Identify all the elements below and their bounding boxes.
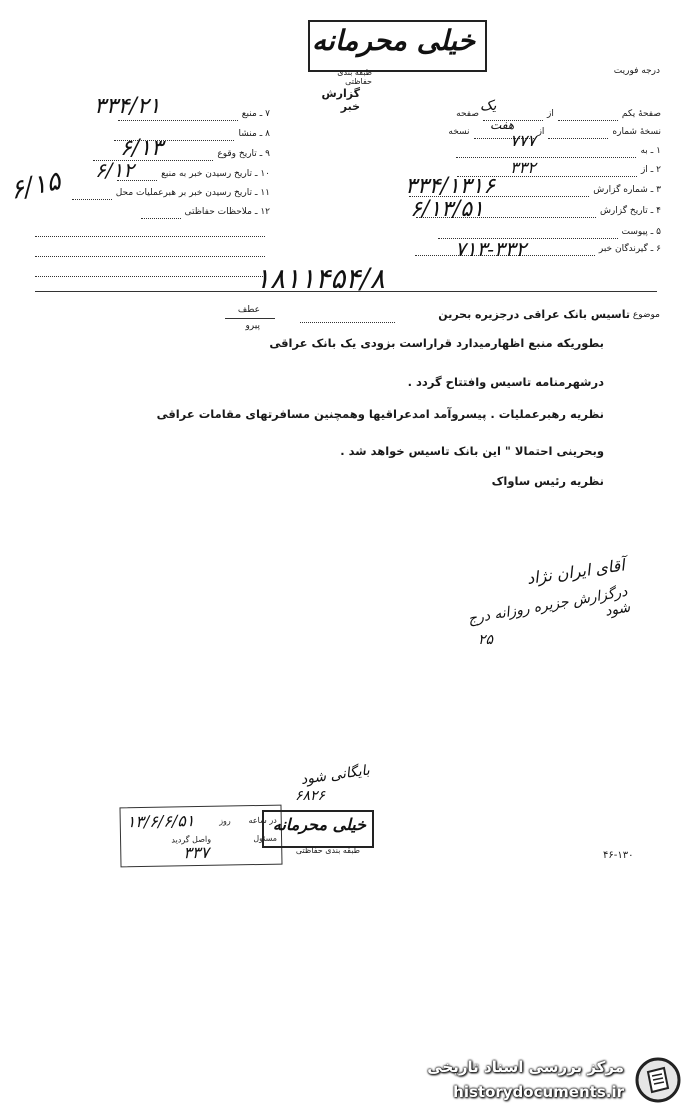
received-stamp-number: ۳۳۷ [183, 842, 210, 863]
right-field-dotline [548, 138, 608, 139]
body-line-1: بطوریکه منبع اظهارمیدارد قراراست بزودی یک بانک عراقی [269, 336, 604, 350]
body-line-4: وبحرینی احتمالا " این بانک تاسیس خواهد شد . [340, 444, 604, 458]
right-field-label: ۴ ـ تاریخ گزارش [599, 206, 661, 216]
left-field-handwritten: ۶/۱۲ [95, 158, 134, 182]
right-field-suffix: صفحه [456, 109, 479, 119]
blank-line [35, 236, 265, 237]
right-field-handwritten: ۳۳۲ [510, 158, 536, 177]
left-field-dotline [118, 120, 238, 121]
watermark-url: historydocuments.ir [453, 1083, 624, 1101]
right-field-dotline [456, 157, 636, 158]
right-field-handwritten: یک [480, 98, 497, 114]
right-field-handwritten: ۶/۱۳/۵۱ [410, 197, 484, 222]
received-stamp-label-bottom: واصل گردید [171, 834, 212, 845]
left-field-label: ۱۲ ـ ملاحظات حفاظتی [184, 207, 270, 217]
archive-number: ۶۸۲۶ [295, 788, 326, 804]
left-field-row [35, 187, 270, 200]
blank-line [35, 276, 265, 277]
right-field-label: ۵ ـ پیوست [621, 227, 661, 237]
file-number: ۱۸۱۱۴۵۴/۸ [255, 262, 385, 295]
bottom-classification-stamp [262, 810, 374, 848]
received-stamp-label-top: در ساعه [248, 815, 277, 826]
subject-label: موضوع [632, 310, 660, 320]
priority-label: درجه فوریت [613, 66, 660, 76]
right-field-handwritten: ۳۳۴/۱۳۱۶ [405, 174, 496, 199]
received-stamp-label-bottom2: مسئول [253, 833, 278, 844]
body-line-2: درشهرمنامه تاسیس وافتتاح گردد . [407, 375, 604, 389]
left-field-row [35, 168, 270, 181]
classification-stamp [308, 20, 487, 72]
right-field-handwritten: هفت [490, 118, 515, 132]
right-field-row [371, 108, 661, 121]
right-field-handwritten: ۷۱۳-۳۳۲ [455, 237, 527, 261]
left-field-label: ۱۱ ـ تاریخ رسیدن خبر بر هبرعملیات محل [115, 188, 270, 198]
left-field-handwritten: ۶/۱۳ [120, 136, 163, 161]
form-code: ۴۶-۱۳۰ [603, 850, 634, 861]
archive-note: بایگانی شود [299, 762, 371, 788]
bottom-classification-caption: طبقه بندی حفاظتی [295, 846, 360, 855]
note-1: آقای ایران نژاد [525, 555, 626, 588]
right-field-mid: از [546, 109, 554, 119]
left-field-label: ۸ ـ منشا [238, 129, 270, 139]
right-field-label: ۳ ـ شماره گزارش [593, 185, 661, 195]
watermark-logo-icon [634, 1056, 682, 1104]
classification-stamp-text: خیلی محرمانه [312, 24, 475, 57]
note-2: درگزارش جزیره روزانه درج شود [466, 583, 632, 628]
report-title: گزارش خبر [321, 87, 360, 113]
subject-side-top: عطف [237, 305, 260, 315]
received-stamp-label-mid: روز [219, 816, 231, 826]
right-field-handwritten: ۷۷۷ [510, 131, 536, 150]
right-field-label: نسخهٔ شماره [612, 127, 661, 137]
right-field-suffix: نسخه [448, 127, 470, 137]
left-field-label: ۹ ـ تاریخ وقوع [217, 149, 270, 159]
left-field-dotline [72, 199, 112, 200]
right-field-label: صفحهٔ یکم [621, 109, 661, 119]
left-field-label: ۷ ـ منبع [241, 109, 270, 119]
classification-caption: طبقه بندی حفاظتی [337, 68, 372, 86]
subject-side-bottom: پیرو [245, 321, 260, 331]
right-field-label: ۲ ـ از [640, 165, 661, 175]
subject-text: تاسیس بانک عراقی درجزیره بحرین [438, 308, 630, 321]
left-field-dotline [141, 218, 181, 219]
received-stamp [119, 805, 282, 868]
right-field-mid: از [537, 127, 545, 137]
subject-side-line [225, 318, 275, 319]
watermark-title: مرکز بررسی اسناد تاریخی [427, 1058, 624, 1076]
subject-dotline [300, 322, 395, 323]
right-field-label: ۱ ـ به [640, 146, 661, 156]
note-2-initials: ۲۵ [478, 632, 494, 648]
watermark [410, 1052, 690, 1108]
left-field-row [35, 206, 270, 219]
right-field-dotline [558, 120, 618, 121]
body-line-3: نظریه رهبرعملیات . پیسروآمد امدعراقیها وهمچنین مسافرتهای مقامات عراقی [156, 407, 604, 421]
left-field-handwritten: ۶/۱۵ [7, 166, 64, 206]
bottom-classification-text: خیلی محرمانه [272, 815, 366, 834]
right-field-label: ۶ ـ گیرندگان خبر [598, 244, 661, 254]
body-line-5: نظریه رئیس ساواک [491, 474, 604, 488]
received-stamp-date: ۱۳/۶/۶/۵۱ [126, 811, 195, 832]
left-field-label: ۱۰ ـ تاریخ رسیدن خبر به منبع [161, 169, 270, 179]
left-field-handwritten: ۳۳۴/۲۱ [94, 94, 161, 119]
blank-line [35, 256, 265, 257]
separator-line [35, 291, 657, 292]
